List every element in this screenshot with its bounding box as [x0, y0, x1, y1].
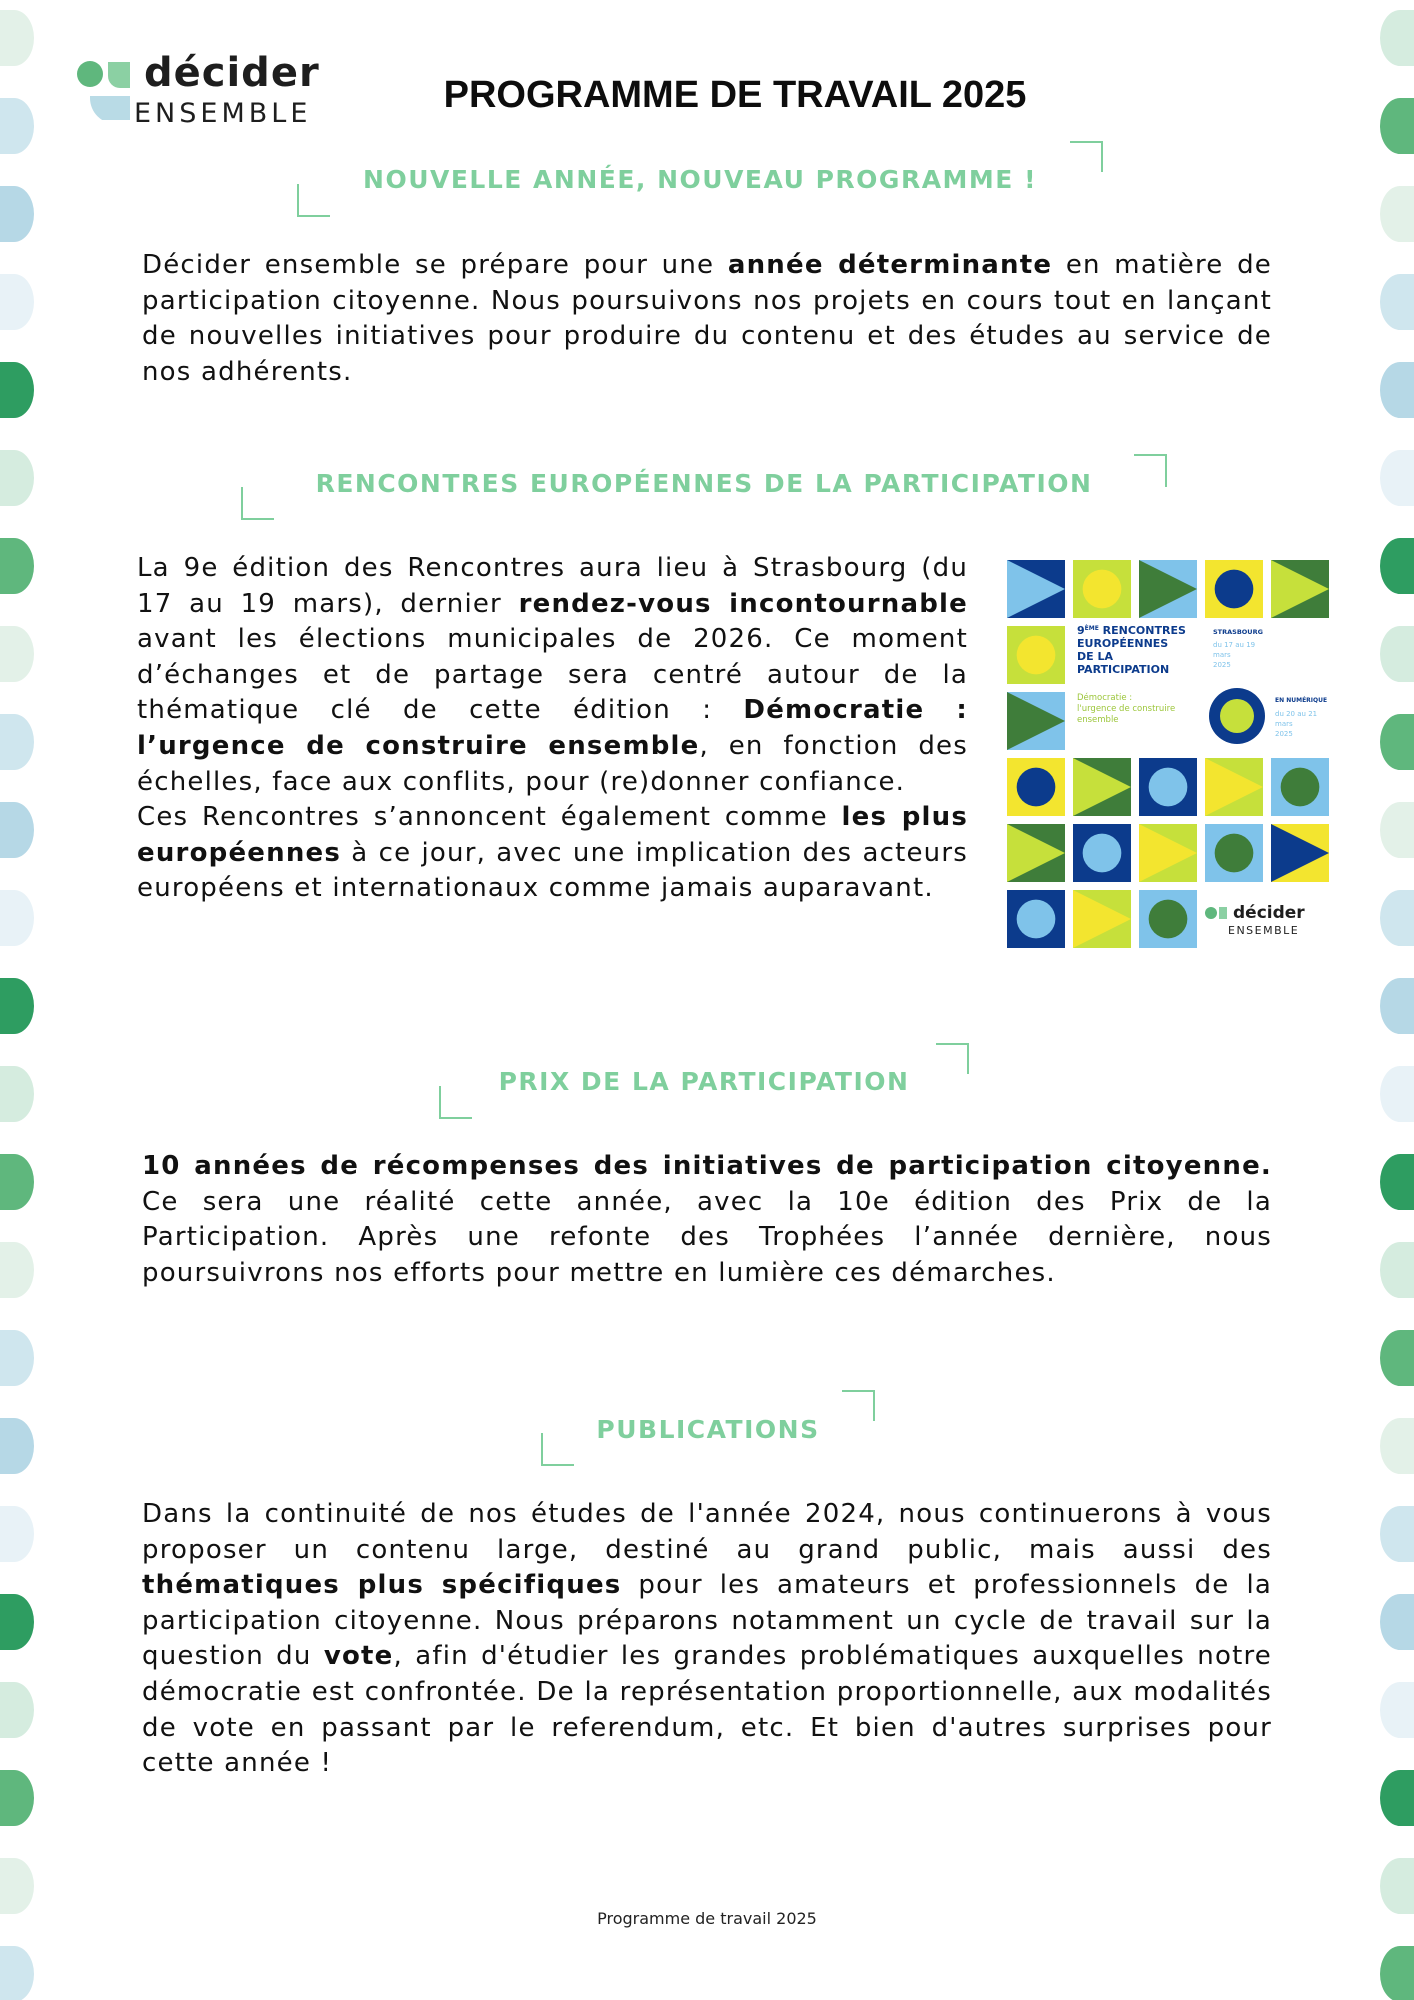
svg-text:STRASBOURG: STRASBOURG	[1213, 628, 1263, 636]
strip-shape	[1380, 362, 1414, 418]
strip-shape	[1380, 1682, 1414, 1738]
strip-shape	[1380, 186, 1414, 242]
publications-paragraph: Dans la continuité de nos études de l'année 2024, nous continuerons à vous proposer un contenu large, destiné au grand public, mais aussi des thématiques plus spécifiques pour les amateurs et professionnels de la participation citoyenne. Nous préparons notamment un cycle de travail sur la question du vote, afin d'étudier les grandes problématiques auxquelles notre démocratie est confrontée. De la représentation proportionnelle, aux modalités de vote en passant par le referendum, etc. Et bien d'autres surprises pour cette année !	[142, 1499, 1272, 1779]
rencontres-poster-image	[1003, 556, 1332, 949]
strip-shape	[0, 1858, 34, 1914]
section-heading-intro: NOUVELLE ANNÉE, NOUVEAU PROGRAMME !	[363, 165, 1037, 194]
svg-text:ensemble: ensemble	[1077, 715, 1119, 725]
section-heading-publications: PUBLICATIONS	[596, 1415, 820, 1444]
svg-text:DE LA: DE LA	[1077, 650, 1113, 663]
strip-shape	[0, 626, 34, 682]
section-heading-prix: PRIX DE LA PARTICIPATION	[498, 1067, 910, 1096]
page-footer: Programme de travail 2025	[597, 1909, 817, 1928]
strip-shape	[0, 186, 34, 242]
poster-tile-shape	[1017, 768, 1056, 807]
strip-shape	[0, 362, 34, 418]
strip-shape	[0, 890, 34, 946]
header-logo	[76, 50, 336, 136]
strip-shape	[0, 98, 34, 154]
strip-shape	[1380, 1066, 1414, 1122]
poster-tile-shape	[1149, 768, 1188, 807]
prix-paragraph: 10 années de récompenses des initiatives de participation citoyenne. Ce sera une réalité cette année, avec la 10e édition des Prix de la Participation. Après une refonte des Trophées l’année dernière, nous poursuivrons nos efforts pour mettre en lumière ces démarches.	[142, 1151, 1272, 1288]
strip-shape	[0, 1242, 34, 1298]
page-title: PROGRAMME DE TRAVAIL 2025	[443, 74, 1027, 116]
strip-shape	[0, 450, 34, 506]
svg-text:du 20 au 21: du 20 au 21	[1275, 710, 1318, 718]
strip-shape	[1380, 10, 1414, 66]
svg-text:ENSEMBLE: ENSEMBLE	[1228, 924, 1300, 937]
strip-shape	[0, 978, 34, 1034]
section-heading-rencontres: RENCONTRES EUROPÉENNES DE LA PARTICIPATION	[315, 469, 1093, 498]
svg-text:décider: décider	[1233, 903, 1305, 923]
strip-shape	[0, 1154, 34, 1210]
strip-shape	[0, 1418, 34, 1474]
strip-shape	[0, 538, 34, 594]
svg-text:9ÈME RENCONTRES: 9ÈME RENCONTRES	[1077, 624, 1186, 637]
strip-shape	[1380, 1770, 1414, 1826]
strip-shape	[1380, 890, 1414, 946]
svg-text:du 17 au 19: du 17 au 19	[1213, 641, 1256, 649]
poster-tile-shape	[1281, 768, 1320, 807]
strip-shape	[1380, 1946, 1414, 2000]
strip-shape	[1380, 1154, 1414, 1210]
strip-shape	[1380, 1594, 1414, 1650]
svg-text:2025: 2025	[1275, 730, 1293, 738]
svg-text:EN NUMÉRIQUE: EN NUMÉRIQUE	[1275, 697, 1328, 704]
logo-word-ensemble: ENSEMBLE	[134, 98, 312, 129]
strip-shape	[0, 1594, 34, 1650]
strip-shape	[1380, 98, 1414, 154]
strip-shape	[1380, 1330, 1414, 1386]
strip-shape	[0, 1506, 34, 1562]
strip-shape	[1380, 1418, 1414, 1474]
strip-shape	[1380, 1242, 1414, 1298]
strip-shape	[0, 1946, 34, 2000]
strip-shape	[1380, 626, 1414, 682]
strip-shape	[1380, 274, 1414, 330]
poster-tile-shape	[1017, 900, 1056, 939]
poster-tile-shape	[1149, 900, 1188, 939]
svg-text:EUROPÉENNES: EUROPÉENNES	[1077, 637, 1169, 650]
rencontres-paragraph: La 9e édition des Rencontres aura lieu à Strasbourg (du 17 au 19 mars), dernier rendez-vous incontournable avant les élections municipales de 2026. Ce moment d’échanges et de partage sera centré autour de la thématique clé de cette édition : Démocratie : l’urgence de construire ensemble, en fonction des échelles, face aux conflits, pour (re)donner confiance. Ces Rencontres s’annoncent également comme les plus européennes à ce jour, avec une implication des acteurs européens et internationaux comme jamais auparavant.	[137, 553, 969, 904]
poster-tile-shape	[1083, 570, 1122, 609]
strip-shape	[1380, 978, 1414, 1034]
strip-shape	[0, 1330, 34, 1386]
strip-shape	[1380, 1506, 1414, 1562]
right-decorative-strip	[1380, 0, 1414, 2000]
svg-text:Démocratie :: Démocratie :	[1077, 693, 1133, 703]
svg-text:2025: 2025	[1213, 661, 1231, 669]
logo-word-decider: décider	[144, 50, 320, 96]
left-decorative-strip	[0, 0, 34, 2000]
strip-shape	[1380, 450, 1414, 506]
strip-shape	[1380, 538, 1414, 594]
strip-shape	[1380, 714, 1414, 770]
svg-text:PARTICIPATION: PARTICIPATION	[1077, 663, 1170, 676]
poster-tile-shape	[1017, 636, 1056, 675]
svg-text:mars: mars	[1213, 651, 1231, 659]
poster-tile-shape	[1215, 570, 1254, 609]
strip-shape	[0, 1770, 34, 1826]
poster-tile-shape	[1083, 834, 1122, 873]
strip-shape	[0, 714, 34, 770]
logo-mark-icon	[76, 60, 136, 120]
strip-shape	[0, 802, 34, 858]
strip-shape	[1380, 1858, 1414, 1914]
svg-text:l'urgence de construire: l'urgence de construire	[1077, 704, 1176, 714]
strip-shape	[0, 1066, 34, 1122]
intro-paragraph: Décider ensemble se prépare pour une année déterminante en matière de participation citoyenne. Nous poursuivons nos projets en cours tout en lançant de nouvelles initiatives pour produire du contenu et des études au service de nos adhérents.	[142, 250, 1272, 387]
strip-shape	[0, 274, 34, 330]
strip-shape	[0, 10, 34, 66]
svg-text:mars: mars	[1275, 720, 1293, 728]
strip-shape	[1380, 802, 1414, 858]
poster-tile-shape	[1215, 834, 1254, 873]
strip-shape	[0, 1682, 34, 1738]
